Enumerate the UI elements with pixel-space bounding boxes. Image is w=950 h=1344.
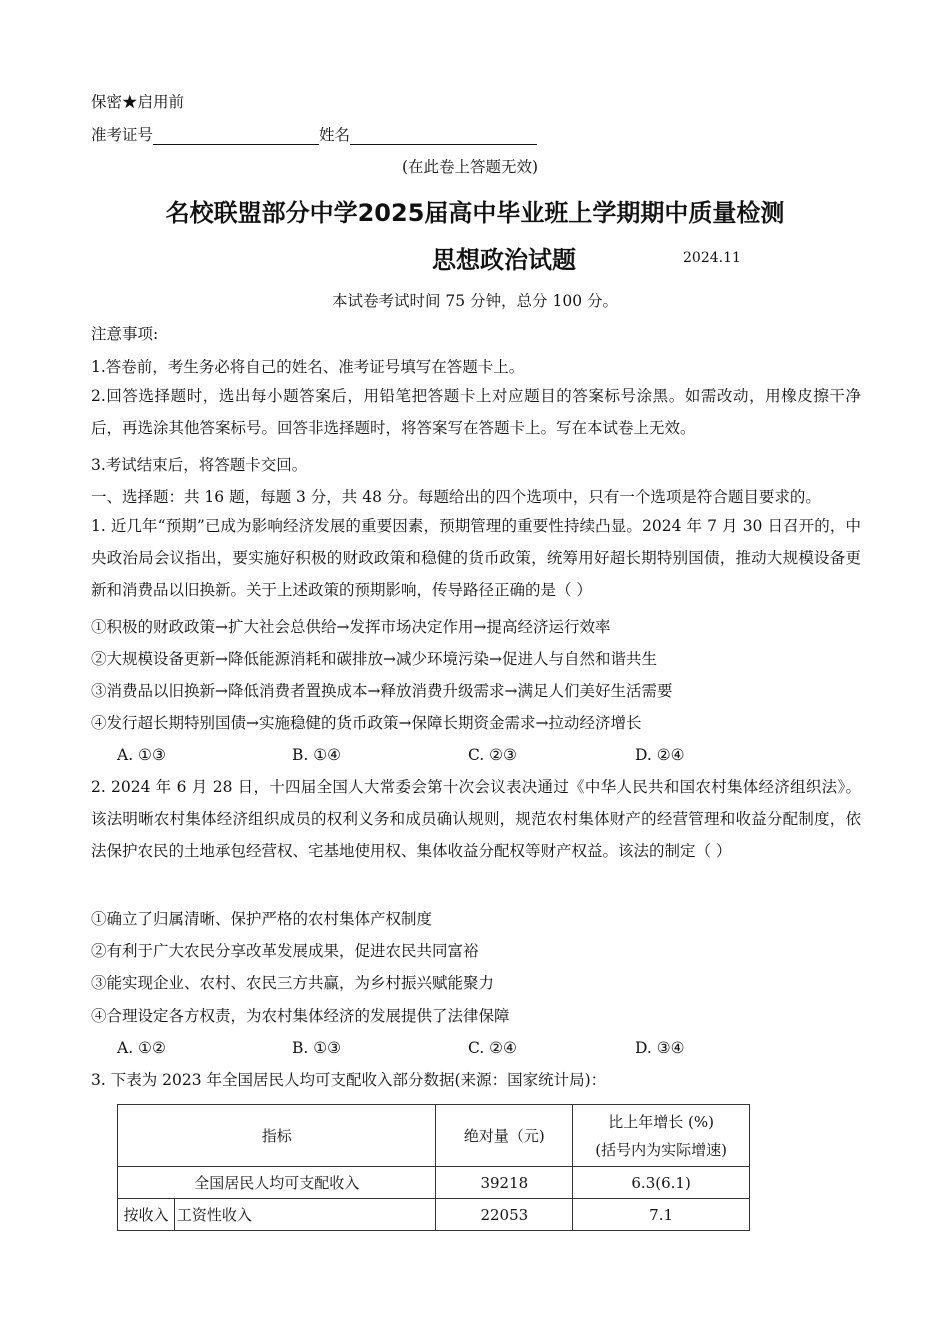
- answer-option: C. ②③: [468, 746, 517, 764]
- answer-option: D. ③④: [635, 1039, 685, 1057]
- confidential-mark: 保密★启用前: [91, 93, 185, 111]
- candidate-info-line: [91, 125, 537, 145]
- answer-option: D. ②④: [635, 746, 685, 764]
- answer-option: A. ①③: [117, 746, 166, 764]
- section-heading: 一、选择题：共 16 题，每题 3 分，共 48 分。每题给出的四个选项中，只有一个选项是符合题目要求的。: [91, 488, 821, 506]
- exam-title: 名校联盟部分中学2025届高中毕业班上学期期中质量检测: [165, 199, 785, 227]
- subject-title: 思想政治试题: [432, 246, 576, 274]
- table-row: [118, 1167, 750, 1199]
- instructions-heading: 注意事项:: [91, 325, 159, 343]
- header-growth-line2: (括号内为实际增速): [595, 1140, 727, 1159]
- row-label: 工资性收入: [174, 1199, 436, 1231]
- header-growth-line1: 比上年增长 (%): [608, 1112, 714, 1131]
- header-indicator: 指标: [118, 1105, 436, 1167]
- answer-option: B. ①③: [292, 1039, 342, 1057]
- row-growth: 7.1: [573, 1199, 750, 1231]
- question-statement: ④合理设定各方权责，为农村集体经济的发展提供了法律保障: [91, 1007, 510, 1025]
- header-absolute: 绝对量（元): [436, 1105, 573, 1167]
- question-statement: ①积极的财政政策→扩大社会总供给→发挥市场决定作用→提高经济运行效率: [91, 618, 611, 636]
- answer-option: C. ②④: [468, 1039, 517, 1057]
- answer-option: A. ①②: [117, 1039, 166, 1057]
- row-label: 全国居民人均可支配收入: [118, 1167, 436, 1199]
- row-value: 39218: [436, 1167, 573, 1199]
- question-statement: ②有利于广大农民分享改革发展成果，促进农民共同富裕: [91, 942, 479, 960]
- invalid-notice: (在此卷上答题无效): [401, 158, 539, 176]
- name-label: 姓名: [319, 126, 351, 144]
- name-blank: [350, 127, 537, 145]
- table-header-row: [118, 1105, 750, 1167]
- question-stem: 3. 下表为 2023 年全国居民人均可支配收入部分数据(来源：国家统计局)：: [91, 1071, 607, 1089]
- row-value: 22053: [436, 1199, 573, 1231]
- header-growth: [573, 1105, 750, 1167]
- row-growth: 6.3(6.1): [573, 1167, 750, 1199]
- question-stem: 1. 近几年“预期”已成为影响经济发展的重要因素，预期管理的重要性持续凸显。2024 年 7 月 30 日召开的，中央政治局会议指出，要实施好积极的财政政策和稳健的货币政策，统筹用好超长期特别国债，推动大规模设备更新和消费品以旧换新。关于上述政策的预期影响，传导路径正确的是（ ）: [91, 517, 861, 599]
- question-statement: ③能实现企业、农村、农民三方共赢，为乡村振兴赋能聚力: [91, 974, 495, 992]
- answer-option: B. ①④: [292, 746, 342, 764]
- instruction-item: 1.答卷前，考生务必将自己的姓名、准考证号填写在答题卡上。: [91, 358, 525, 376]
- question-statement: ③消费品以旧换新→降低消费者置换成本→释放消费升级需求→满足人们美好生活需要: [91, 682, 673, 700]
- question-statement: ②大规模设备更新→降低能源消耗和碳排放→减少环境污染→促进人与自然和谐共生: [91, 650, 657, 668]
- instruction-item: 2.回答选择题时，选出每小题答案后，用铅笔把答题卡上对应题目的答案标号涂黑。如需改动，用橡皮擦干净后，再选涂其他答案标号。回答非选择题时，将答案写在答题卡上。写在本试卷上无效。: [91, 387, 861, 437]
- row-group: 按收入: [118, 1199, 175, 1231]
- exam-date: 2024.11: [683, 250, 741, 266]
- exam-id-label: 准考证号: [91, 126, 154, 144]
- table-row: [118, 1199, 750, 1231]
- instruction-item: 3.考试结束后，将答题卡交回。: [91, 456, 308, 474]
- question-statement: ①确立了归属清晰、保护严格的农村集体产权制度: [91, 910, 433, 928]
- question-statement: ④发行超长期特别国债→实施稳健的货币政策→保障长期资金需求→拉动经济增长: [91, 714, 642, 732]
- exam-id-blank: [153, 127, 319, 145]
- income-data-table: [117, 1104, 750, 1231]
- exam-info: 本试卷考试时间 75 分钟，总分 100 分。: [331, 292, 619, 310]
- question-stem: 2. 2024 年 6 月 28 日，十四届全国人大常委会第十次会议表决通过《中华人民共和国农村集体经济组织法》。该法明晰农村集体经济组织成员的权利义务和成员确认规则，规范农村集体财产的经营管理和收益分配制度，依法保护农民的土地承包经营权、宅基地使用权、集体收益分配权等财产权益。该法的制定（ ）: [91, 778, 861, 860]
